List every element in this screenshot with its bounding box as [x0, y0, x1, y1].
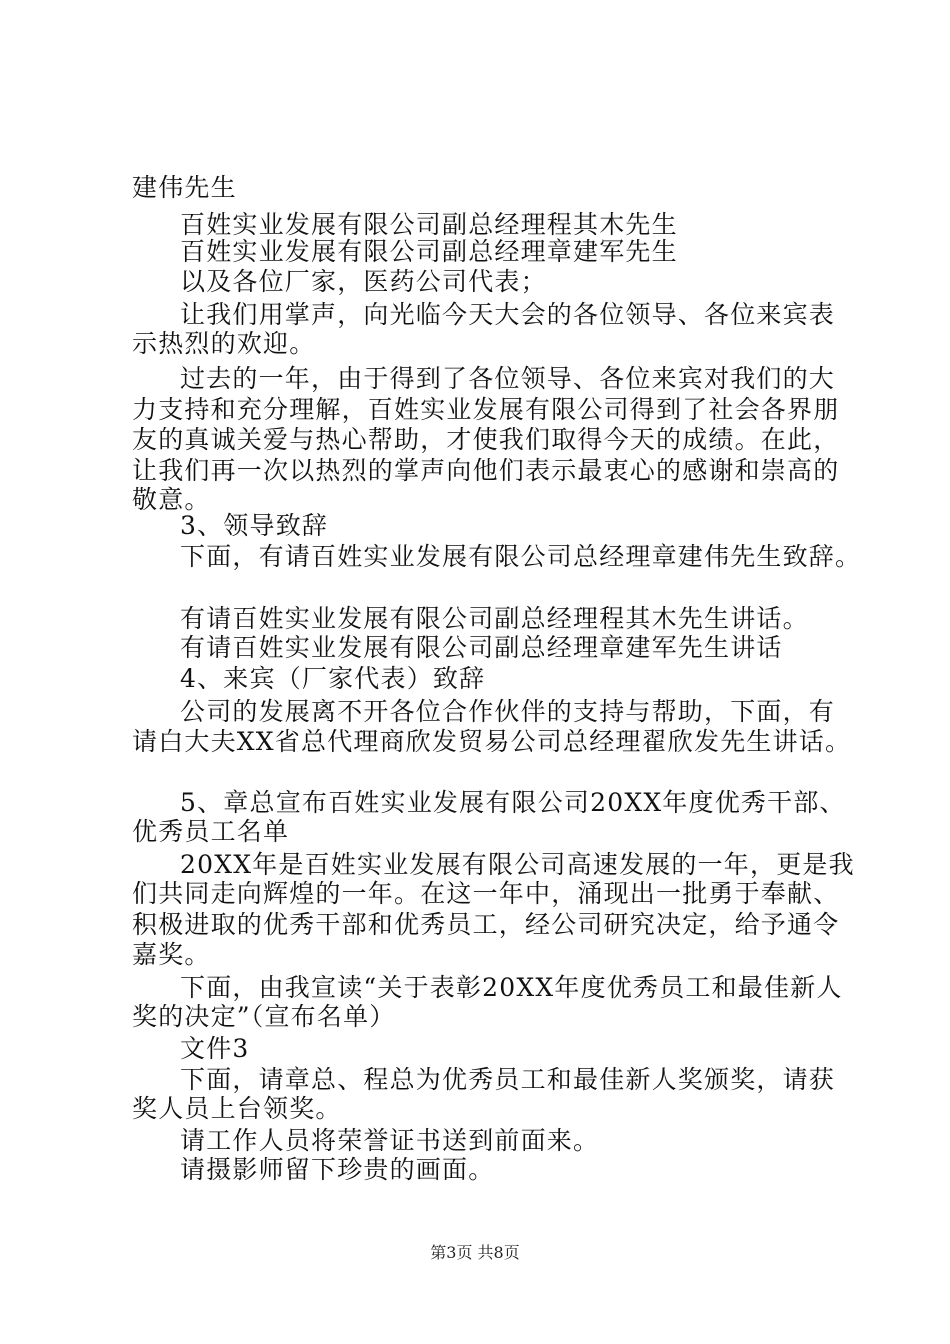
text-line: 建伟先生 [132, 173, 237, 202]
text-line: 百姓实业发展有限公司副总经理章建军先生 [180, 237, 678, 266]
text-line: 让我们用掌声，向光临今天大会的各位领导、各位来宾表 [180, 300, 836, 329]
text-line: 敬意。 [132, 485, 211, 514]
text-line: 们共同走向辉煌的一年。在这一年中，涌现出一批勇于奉献、 [132, 879, 840, 908]
text-line: 20XX年是百姓实业发展有限公司高速发展的一年，更是我 [180, 850, 855, 879]
text-line: 下面，有请百姓实业发展有限公司总经理章建伟先生致辞。 [180, 542, 862, 571]
text-line: 有请百姓实业发展有限公司副总经理程其木先生讲话。 [180, 604, 809, 633]
text-line: 下面，请章总、程总为优秀员工和最佳新人奖颁奖，请获 [180, 1065, 836, 1094]
text-line: 公司的发展离不开各位合作伙伴的支持与帮助，下面，有 [180, 697, 836, 726]
text-line: 过去的一年，由于得到了各位领导、各位来宾对我们的大 [180, 364, 836, 393]
text-line: 请工作人员将荣誉证书送到前面来。 [180, 1126, 600, 1155]
text-line: 优秀员工名单 [132, 817, 290, 846]
text-line: 奖的决定”（宣布名单） [132, 1002, 396, 1031]
text-line: 友的真诚关爱与热心帮助，才使我们取得今天的成绩。在此， [132, 425, 840, 454]
text-line: 积极进取的优秀干部和优秀员工，经公司研究决定，给予通令 [132, 910, 840, 939]
text-line: 以及各位厂家，医药公司代表； [180, 267, 547, 296]
text-line: 示热烈的欢迎。 [132, 329, 316, 358]
text-line: 3、领导致辞 [180, 511, 329, 540]
page-footer: 第3页 共8页 [430, 1243, 520, 1262]
text-line: 奖人员上台领奖。 [132, 1094, 342, 1123]
text-line: 让我们再一次以热烈的掌声向他们表示最衷心的感谢和崇高的 [132, 456, 840, 485]
text-line: 百姓实业发展有限公司副总经理程其木先生 [180, 210, 678, 239]
text-line: 文件3 [180, 1034, 250, 1063]
text-line: 4、来宾（厂家代表）致辞 [180, 664, 486, 693]
text-line: 5、章总宣布百姓实业发展有限公司20XX年度优秀干部、 [180, 788, 846, 817]
text-line: 请摄影师留下珍贵的画面。 [180, 1155, 495, 1184]
text-line: 有请百姓实业发展有限公司副总经理章建军先生讲话 [180, 633, 783, 662]
text-line: 嘉奖。 [132, 940, 211, 969]
text-line: 请白大夫XX省总代理商欣发贸易公司总经理翟欣发先生讲话。 [132, 727, 852, 756]
text-line: 力支持和充分理解，百姓实业发展有限公司得到了社会各界朋 [132, 395, 840, 424]
text-line: 下面，由我宣读“关于表彰20XX年度优秀员工和最佳新人 [180, 973, 843, 1002]
